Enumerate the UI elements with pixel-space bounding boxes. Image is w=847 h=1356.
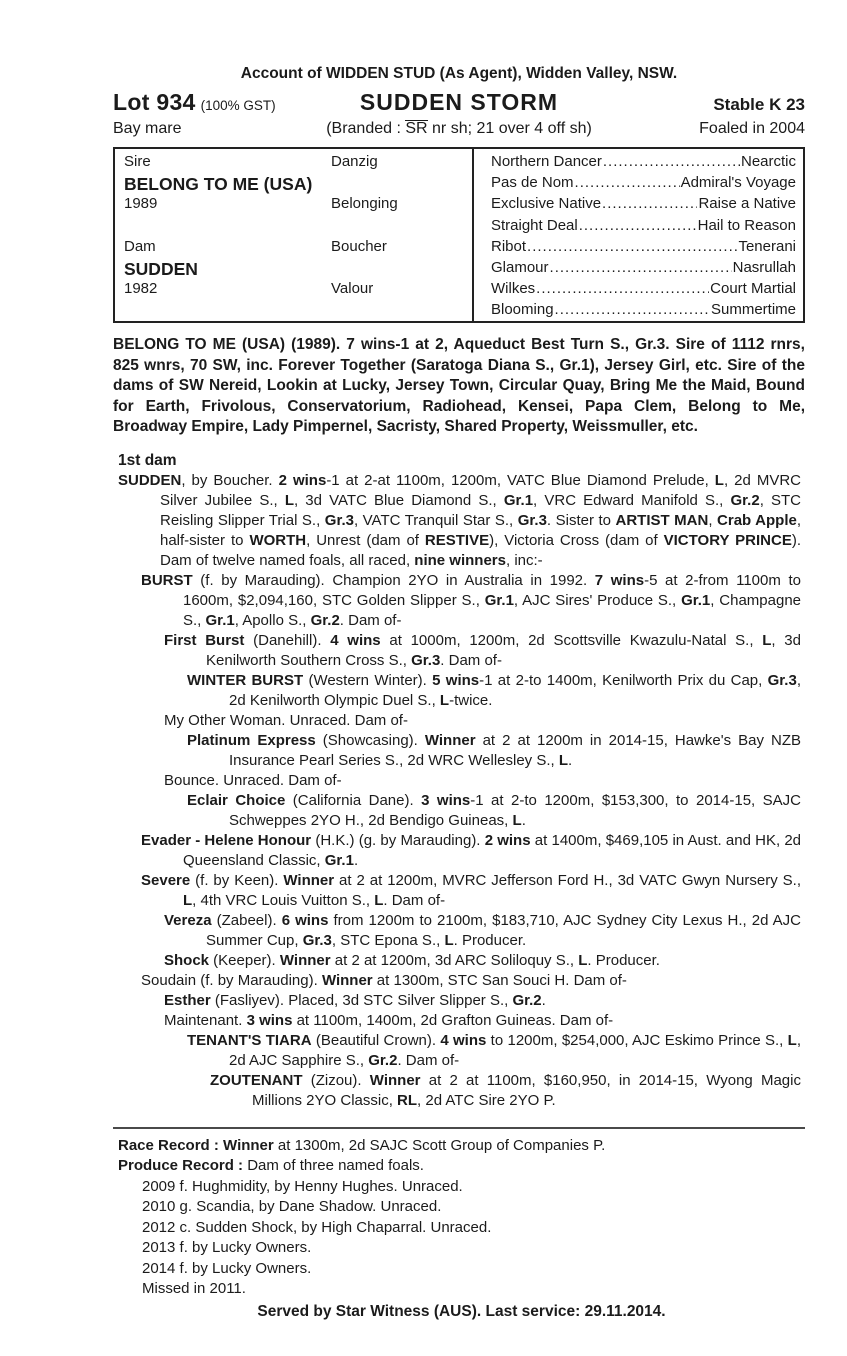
pedigree-entry: Severe (f. by Keen). Winner at 2 at 1200m, MVRC Jefferson Ford H., 3d VATC Gwyn Nursery S., L, 4th VRC Louis Vuitton S., L. Dam of- <box>141 871 802 909</box>
dam-year: 1982 <box>124 280 158 298</box>
pedigree-entry: Maintenant. 3 wins at 1100m, 1400m, 2d Grafton Guineas. Dam of- <box>164 1011 614 1029</box>
dam-role-label: Dam <box>124 237 156 255</box>
dot-leader <box>602 195 697 212</box>
dot-leader <box>527 238 737 255</box>
dot-leader <box>579 217 697 234</box>
pedigree-entry: First Burst (Danehill). 4 wins at 1000m, 1200m, 2d Scottsville Kwazulu-Natal S., L, 3d Kenilworth Southern Cross S., Gr.3. Dam of- <box>164 631 801 669</box>
pedigree-table <box>113 147 805 323</box>
lot-left-group <box>113 89 360 116</box>
ancestor-pair <box>491 174 796 191</box>
ancestor-name: Nearctic <box>740 153 796 170</box>
produce-foal-line: 2013 f. by Lucky Owners. <box>142 1239 312 1256</box>
ancestor-pair <box>491 280 796 297</box>
produce-foal-line: 2014 f. by Lucky Owners. <box>142 1259 312 1277</box>
ancestor-name: Tenerani <box>738 237 796 255</box>
subheader-line <box>113 120 805 138</box>
pedigree-entry: Esther (Fasliyev). Placed, 3d STC Silver Slipper S., Gr.2. <box>164 991 546 1009</box>
brand-prefix: (Branded : <box>326 120 406 137</box>
ancestor-name: Raise a Native <box>698 195 796 213</box>
brand-mark: SR <box>405 120 428 137</box>
pedigree-entry: SUDDEN, by Boucher. 2 wins-1 at 2-at 1100m, 1200m, VATC Blue Diamond Prelude, L, 2d MVRC Silver Jubilee S., L, 3d VATC Blue Diamond S., Gr.1, VRC Edward Manifold S., Gr.2, STC Reisling Slipper Trial S., Gr.3, VATC Tranquil Star S., Gr.3. Sister to ARTIST MAN, Crab Apple, half-sister to WORTH, Unrest (dam of RESTIVE), Victoria Cross (dam of VICTORY PRINCE). Dam of twelve named foals, all raced, nine winners, inc:- <box>118 471 802 569</box>
race-record-label: Race Record : Winner <box>118 1136 274 1154</box>
ancestor-pair <box>491 195 796 212</box>
produce-foal-line: 2012 c. Sudden Shock, by High Chaparral. Unraced. <box>142 1218 492 1236</box>
pedigree-entry: Bounce. Unraced. Dam of- <box>164 771 342 789</box>
ancestor-pair <box>491 259 796 276</box>
lot-header <box>113 89 805 116</box>
dot-leader <box>550 259 732 276</box>
pedigree-left-pane <box>115 149 472 323</box>
dot-leader <box>555 301 710 318</box>
dam-dam: Valour <box>331 280 374 298</box>
records-section <box>118 1136 805 1322</box>
ancestor-name: Exclusive Native <box>491 195 602 213</box>
ancestor-name: Nasrullah <box>732 258 796 276</box>
sire-role-label: Sire <box>124 153 151 170</box>
produce-record-line <box>118 1156 805 1177</box>
produce-record-text: Dam of three named foals. <box>247 1157 424 1174</box>
account-line: Account of WIDDEN STUD (As Agent), Widden Valley, NSW. <box>240 65 678 82</box>
color-sex: Bay mare <box>113 120 182 137</box>
pedigree-entry: BURST (f. by Marauding). Champion 2YO in Australia in 1992. 7 wins-5 at 2-from 1100m to 1600m, $2,094,160, STC Golden Slipper S., Gr.1, AJC Sires' Produce S., Gr.1, Champagne S., Gr.1, Apollo S., Gr.2. Dam of- <box>141 571 801 629</box>
pedigree-entry: WINTER BURST (Western Winter). 5 wins-1 at 2-to 1400m, Kenilworth Prix du Cap, Gr.3, 2d Kenilworth Olympic Duel S., L-twice. <box>187 671 801 709</box>
pedigree-entries <box>118 471 801 1111</box>
sire-dam: Belonging <box>331 195 398 213</box>
dam-sire: Boucher <box>331 237 387 255</box>
ancestor-name: Court Martial <box>710 280 796 298</box>
produce-foal-line: Missed in 2011. <box>142 1280 246 1297</box>
sire-year: 1989 <box>124 195 158 213</box>
ancestor-name: Straight Deal <box>491 216 578 234</box>
pedigree-entry: Vereza (Zabeel). 6 wins from 1200m to 2100m, $183,710, AJC Sydney City Lexus H., 2d AJC Summer Cup, Gr.3, STC Epona S., L. Producer. <box>164 911 801 949</box>
ancestor-name: Pas de Nom <box>491 174 574 192</box>
pedigree-entry: Shock (Keeper). Winner at 2 at 1200m, 3d ARC Soliloquy S., L. Producer. <box>164 951 660 969</box>
brand-description <box>326 120 592 138</box>
produce-record-label: Produce Record : <box>118 1157 248 1174</box>
gst-note: (100% GST) <box>200 98 276 113</box>
pedigree-entry: TENANT'S TIARA (Beautiful Crown). 4 wins to 1200m, $254,000, AJC Eskimo Prince S., L, 2d AJC Sapphire S., Gr.2. Dam of- <box>187 1031 801 1069</box>
ancestor-name: Glamour <box>491 258 549 276</box>
produce-foal-line: 2010 g. Scandia, by Dane Shadow. Unraced. <box>142 1198 442 1215</box>
sire-summary: BELONG TO ME (USA) (1989). 7 wins-1 at 2, Aqueduct Best Turn S., Gr.3. Sire of 1112 rnrs, 825 wnrs, 70 SW, inc. Forever Together (Saratoga Diana S., Gr.1), Jersey Girl, etc. Sire of the dams of SW Nereid, Lookin at Lucky, Jersey Town, Circular Quay, Bring Me the Maid, Bound for Earth, Frivolous, Conservatorium, Radiohead, Kensei, Papa Clem, Belong to Me, Broadway Empire, Lady Pimpernel, Sacristy, Shared Property, Weissmuller, etc. <box>113 336 805 435</box>
ancestor-name: Ribot <box>491 237 527 255</box>
served-line: Served by Star Witness (AUS). Last service: 29.11.2014. <box>257 1302 666 1320</box>
pedigree-ancestor-column <box>472 149 803 323</box>
dam-name: SUDDEN <box>124 258 198 279</box>
section-divider <box>113 1127 805 1129</box>
pedigree-entry: Platinum Express (Showcasing). Winner at 2 at 1200m in 2014-15, Hawke's Bay NZB Insurance Pearl Series S., 2d WRC Wellesley S., L. <box>187 731 802 769</box>
ancestor-name: Blooming <box>491 301 554 319</box>
dot-leader <box>603 153 740 170</box>
sire-sire: Danzig <box>331 153 378 170</box>
pedigree-entry: Evader - Helene Honour (H.K.) (g. by Marauding). 2 wins at 1400m, $469,105 in Aust. and HK, 2d Queensland Classic, Gr.1. <box>141 831 802 869</box>
pedigree-entry: ZOUTENANT (Zizou). Winner at 2 at 1100m, $160,950, in 2014-15, Wyong Magic Millions 2YO Classic, RL, 2d ATC Sire 2YO P. <box>210 1071 801 1109</box>
ancestor-name: Summertime <box>710 301 796 319</box>
foaled-year: Foaled in 2004 <box>699 120 805 137</box>
sire-name: BELONG TO ME (USA) <box>124 174 313 195</box>
ancestor-name: Wilkes <box>491 280 536 298</box>
stable-position: Stable K 23 <box>713 95 805 114</box>
ancestor-name: Hail to Reason <box>697 216 796 234</box>
ancestor-pair <box>491 301 796 318</box>
pedigree-entry: Eclair Choice (California Dane). 3 wins-1 at 2-to 1200m, $153,300, to 2014-15, SAJC Schweppes 2YO H., 2d Bendigo Guineas, L. <box>187 791 802 829</box>
race-record-line <box>118 1136 805 1157</box>
ancestor-name: Northern Dancer <box>491 153 602 170</box>
ancestor-pair <box>491 153 796 170</box>
lot-number: Lot 934 <box>113 89 196 115</box>
produce-foal-line: 2009 f. Hughmidity, by Henny Hughes. Unraced. <box>142 1177 463 1195</box>
pedigree-entry: Soudain (f. by Marauding). Winner at 1300m, STC San Souci H. Dam of- <box>141 971 627 989</box>
pedigree-entry: My Other Woman. Unraced. Dam of- <box>164 711 408 729</box>
brand-suffix: nr sh; 21 over 4 off sh) <box>427 120 592 137</box>
first-dam-heading: 1st dam <box>118 451 177 469</box>
race-record-text: at 1300m, 2d SAJC Scott Group of Companies P. <box>273 1136 606 1154</box>
ancestor-name: Admiral's Voyage <box>680 174 796 192</box>
catalogue-page <box>113 64 805 1322</box>
ancestor-pair <box>491 238 796 255</box>
horse-name: SUDDEN STORM <box>359 89 559 115</box>
produce-foal-list <box>118 1177 805 1300</box>
ancestor-pair <box>491 217 796 234</box>
dot-leader <box>575 174 680 191</box>
dot-leader <box>536 280 709 297</box>
